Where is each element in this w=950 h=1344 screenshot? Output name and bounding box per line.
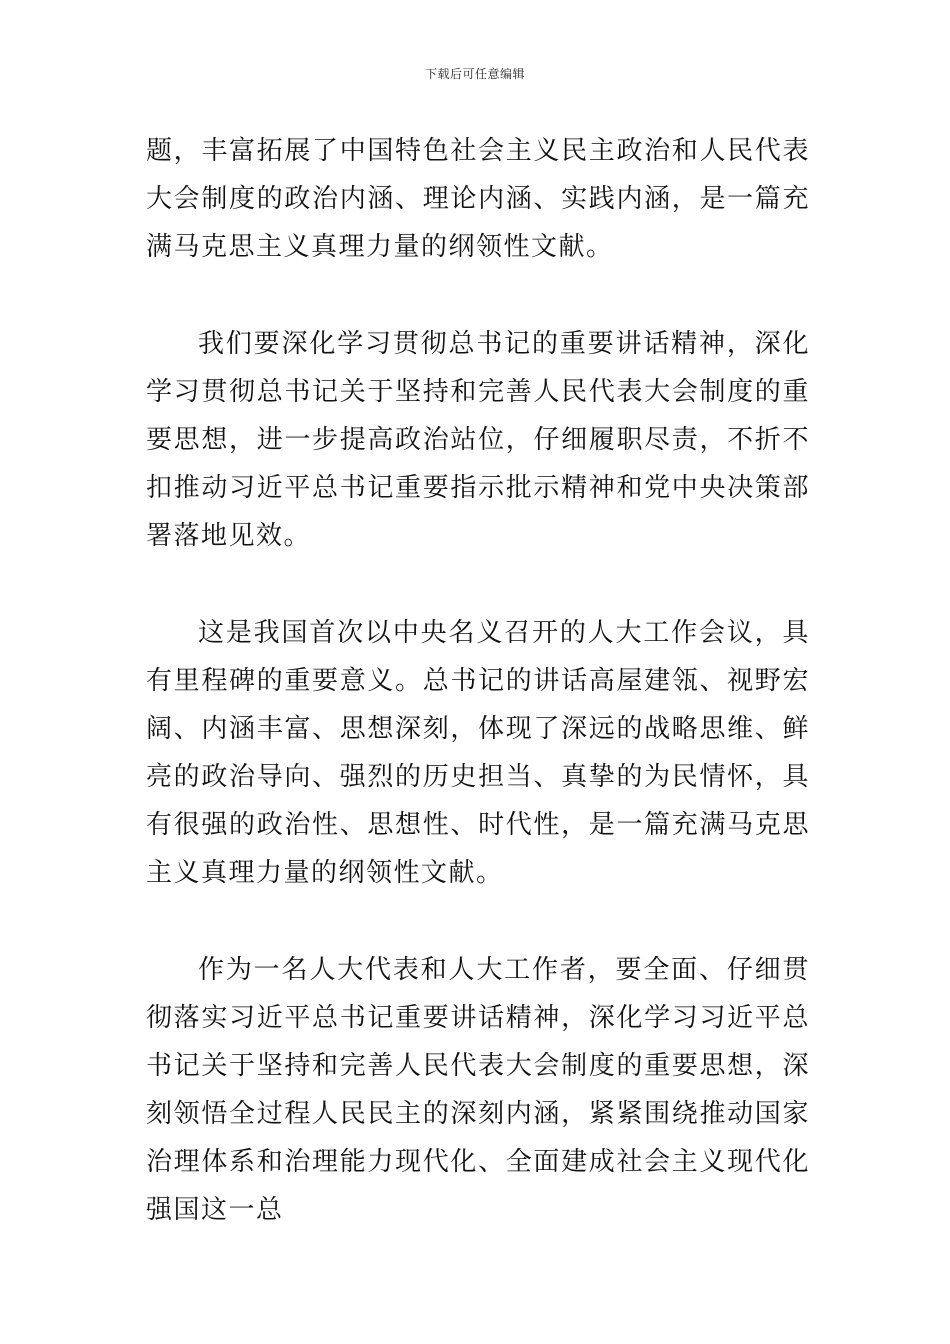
paragraph-continued: 题，丰富拓展了中国特色社会主义民主政治和人民代表大会制度的政治内涵、理论内涵、实践内涵，是一篇充满马克思主义真理力量的纲领性文献。 (146, 136, 810, 262)
paragraph: 我们要深化学习贯彻总书记的重要讲话精神，深化学习贯彻总书记关于坚持和完善人民代表大会制度的重要思想，进一步提高政治站位，仔细履职尽责，不折不扣推动习近平总书记重要指示批示精神和党中央决策部署落地见效。 (146, 329, 810, 551)
page-header-note: 下载后可任意编辑 (424, 67, 525, 81)
document-body (146, 127, 810, 1234)
paragraph: 作为一名人大代表和人大工作者，要全面、仔细贯彻落实习近平总书记重要讲话精神，深化学习习近平总书记关于坚持和完善人民代表大会制度的重要思想，深刻领悟全过程人民民主的深刻内涵，紧紧围绕推动国家治理体系和治理能力现代化、全面建成社会主义现代化强国这一总 (146, 955, 810, 1225)
paragraph: 这是我国首次以中央名义召开的人大工作会议，具有里程碑的重要意义。总书记的讲话高屋建瓴、视野宏阔、内涵丰富、思想深刻，体现了深远的战略思维、鲜亮的政治导向、强烈的历史担当、真挚的为民情怀，具有很强的政治性、思想性、时代性，是一篇充满马克思主义真理力量的纲领性文献。 (146, 618, 810, 888)
